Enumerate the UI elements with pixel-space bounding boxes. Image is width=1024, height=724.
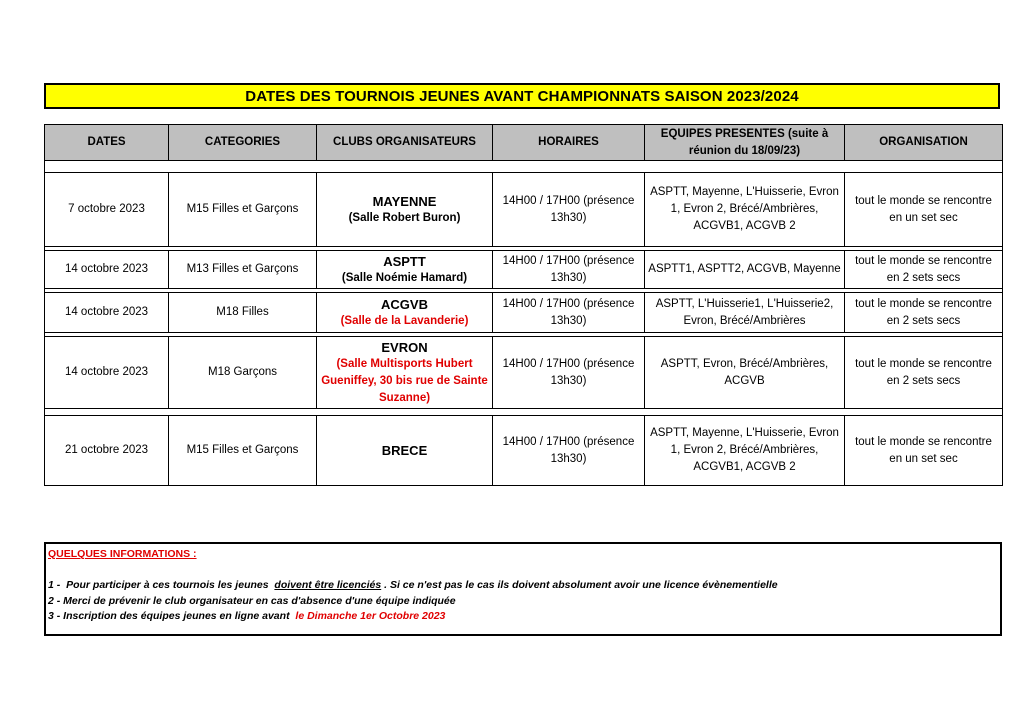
cell-club [317,337,493,409]
cell-equipes: ASPTT, Mayenne, L'Huisserie, Evron 1, Evron 2, Brécé/Ambrières, ACGVB1, ACGVB 2 [645,416,845,486]
info-box [44,542,1002,636]
info-line-1-pre: 1 - Pour participer à ces tournois les jeunes [48,579,275,591]
cell-equipes: ASPTT, Mayenne, L'Huisserie, Evron 1, Evron 2, Brécé/Ambrières, ACGVB1, ACGVB 2 [645,173,845,247]
info-line-3-date: le Dimanche 1er Octobre 2023 [295,610,446,622]
table-row [45,416,1003,486]
info-line-3 [48,609,998,625]
cell-equipes: ASPTT, L'Huisserie1, L'Huisserie2, Evron, Brécé/Ambrières [645,293,845,333]
cell-date: 14 octobre 2023 [45,251,169,289]
cell-date: 14 octobre 2023 [45,337,169,409]
cell-club [317,293,493,333]
info-line-3-pre: 3 - Inscription des équipes jeunes en ligne avant [48,610,296,622]
club-venue: (Salle Robert Buron) [348,211,461,224]
club-venue: (Salle Noémie Hamard) [341,271,468,284]
tournament-table [44,124,1003,486]
info-line-2: 2 - Merci de prévenir le club organisateur en cas d'absence d'une équipe indiquée [48,594,456,607]
cell-categorie: M18 Garçons [169,337,317,409]
cell-organisation: tout le monde se rencontre en un set sec [845,173,1003,247]
cell-organisation: tout le monde se rencontre en 2 sets secs [845,293,1003,333]
club-venue: (Salle de la Lavanderie) [340,314,469,327]
club-name: ACGVB [381,296,428,312]
table-header-row [45,125,1003,161]
cell-horaires: 14H00 / 17H00 (présence 13h30) [493,293,645,333]
cell-categorie: M18 Filles [169,293,317,333]
header-categories: CATEGORIES [169,125,317,161]
club-name: ASPTT [383,253,426,269]
club-name: EVRON [381,339,428,355]
cell-horaires: 14H00 / 17H00 (présence 13h30) [493,416,645,486]
table-row [45,337,1003,409]
cell-date: 14 octobre 2023 [45,293,169,333]
cell-club [317,251,493,289]
cell-club [317,416,493,486]
table-row [45,251,1003,289]
table-row [45,173,1003,247]
info-blank [48,563,998,579]
club-name: MAYENNE [372,193,437,209]
info-title-text: QUELQUES INFORMATIONS : [48,548,197,560]
cell-organisation: tout le monde se rencontre en 2 sets secs [845,251,1003,289]
spacer-row [45,161,1003,173]
cell-date: 21 octobre 2023 [45,416,169,486]
page-title: DATES DES TOURNOIS JEUNES AVANT CHAMPIONNATS SAISON 2023/2024 [44,83,1000,109]
cell-date: 7 octobre 2023 [45,173,169,247]
header-organisation: ORGANISATION [845,125,1003,161]
cell-horaires: 14H00 / 17H00 (présence 13h30) [493,251,645,289]
info-title [48,547,998,563]
header-dates: DATES [45,125,169,161]
club-name: BRECE [381,443,428,458]
spacer-row [45,409,1003,416]
cell-equipes: ASPTT, Evron, Brécé/Ambrières, ACGVB [645,337,845,409]
cell-equipes: ASPTT1, ASPTT2, ACGVB, Mayenne [645,251,845,289]
info-line-1 [48,578,998,594]
header-equipes-line2: réunion du 18/09/23) [688,144,801,157]
info-line-1-underlined: doivent être licenciés [274,579,382,591]
header-equipes-line1: EQUIPES PRESENTES (suite à [660,127,829,140]
cell-categorie: M15 Filles et Garçons [169,173,317,247]
cell-organisation: tout le monde se rencontre en un set sec [845,416,1003,486]
cell-categorie: M15 Filles et Garçons [169,416,317,486]
header-horaires: HORAIRES [493,125,645,161]
info-line-1-post: . Si ce n'est pas le cas ils doivent absolument avoir une licence évènementielle [381,579,778,591]
cell-horaires: 14H00 / 17H00 (présence 13h30) [493,173,645,247]
cell-horaires: 14H00 / 17H00 (présence 13h30) [493,337,645,409]
header-clubs: CLUBS ORGANISATEURS [317,125,493,161]
table-row [45,293,1003,333]
cell-club [317,173,493,247]
cell-organisation: tout le monde se rencontre en 2 sets secs [845,337,1003,409]
header-equipes [645,125,845,161]
club-venue: (Salle Multisports Hubert Gueniffey, 30 bis rue de Sainte Suzanne) [321,357,488,404]
cell-categorie: M13 Filles et Garçons [169,251,317,289]
